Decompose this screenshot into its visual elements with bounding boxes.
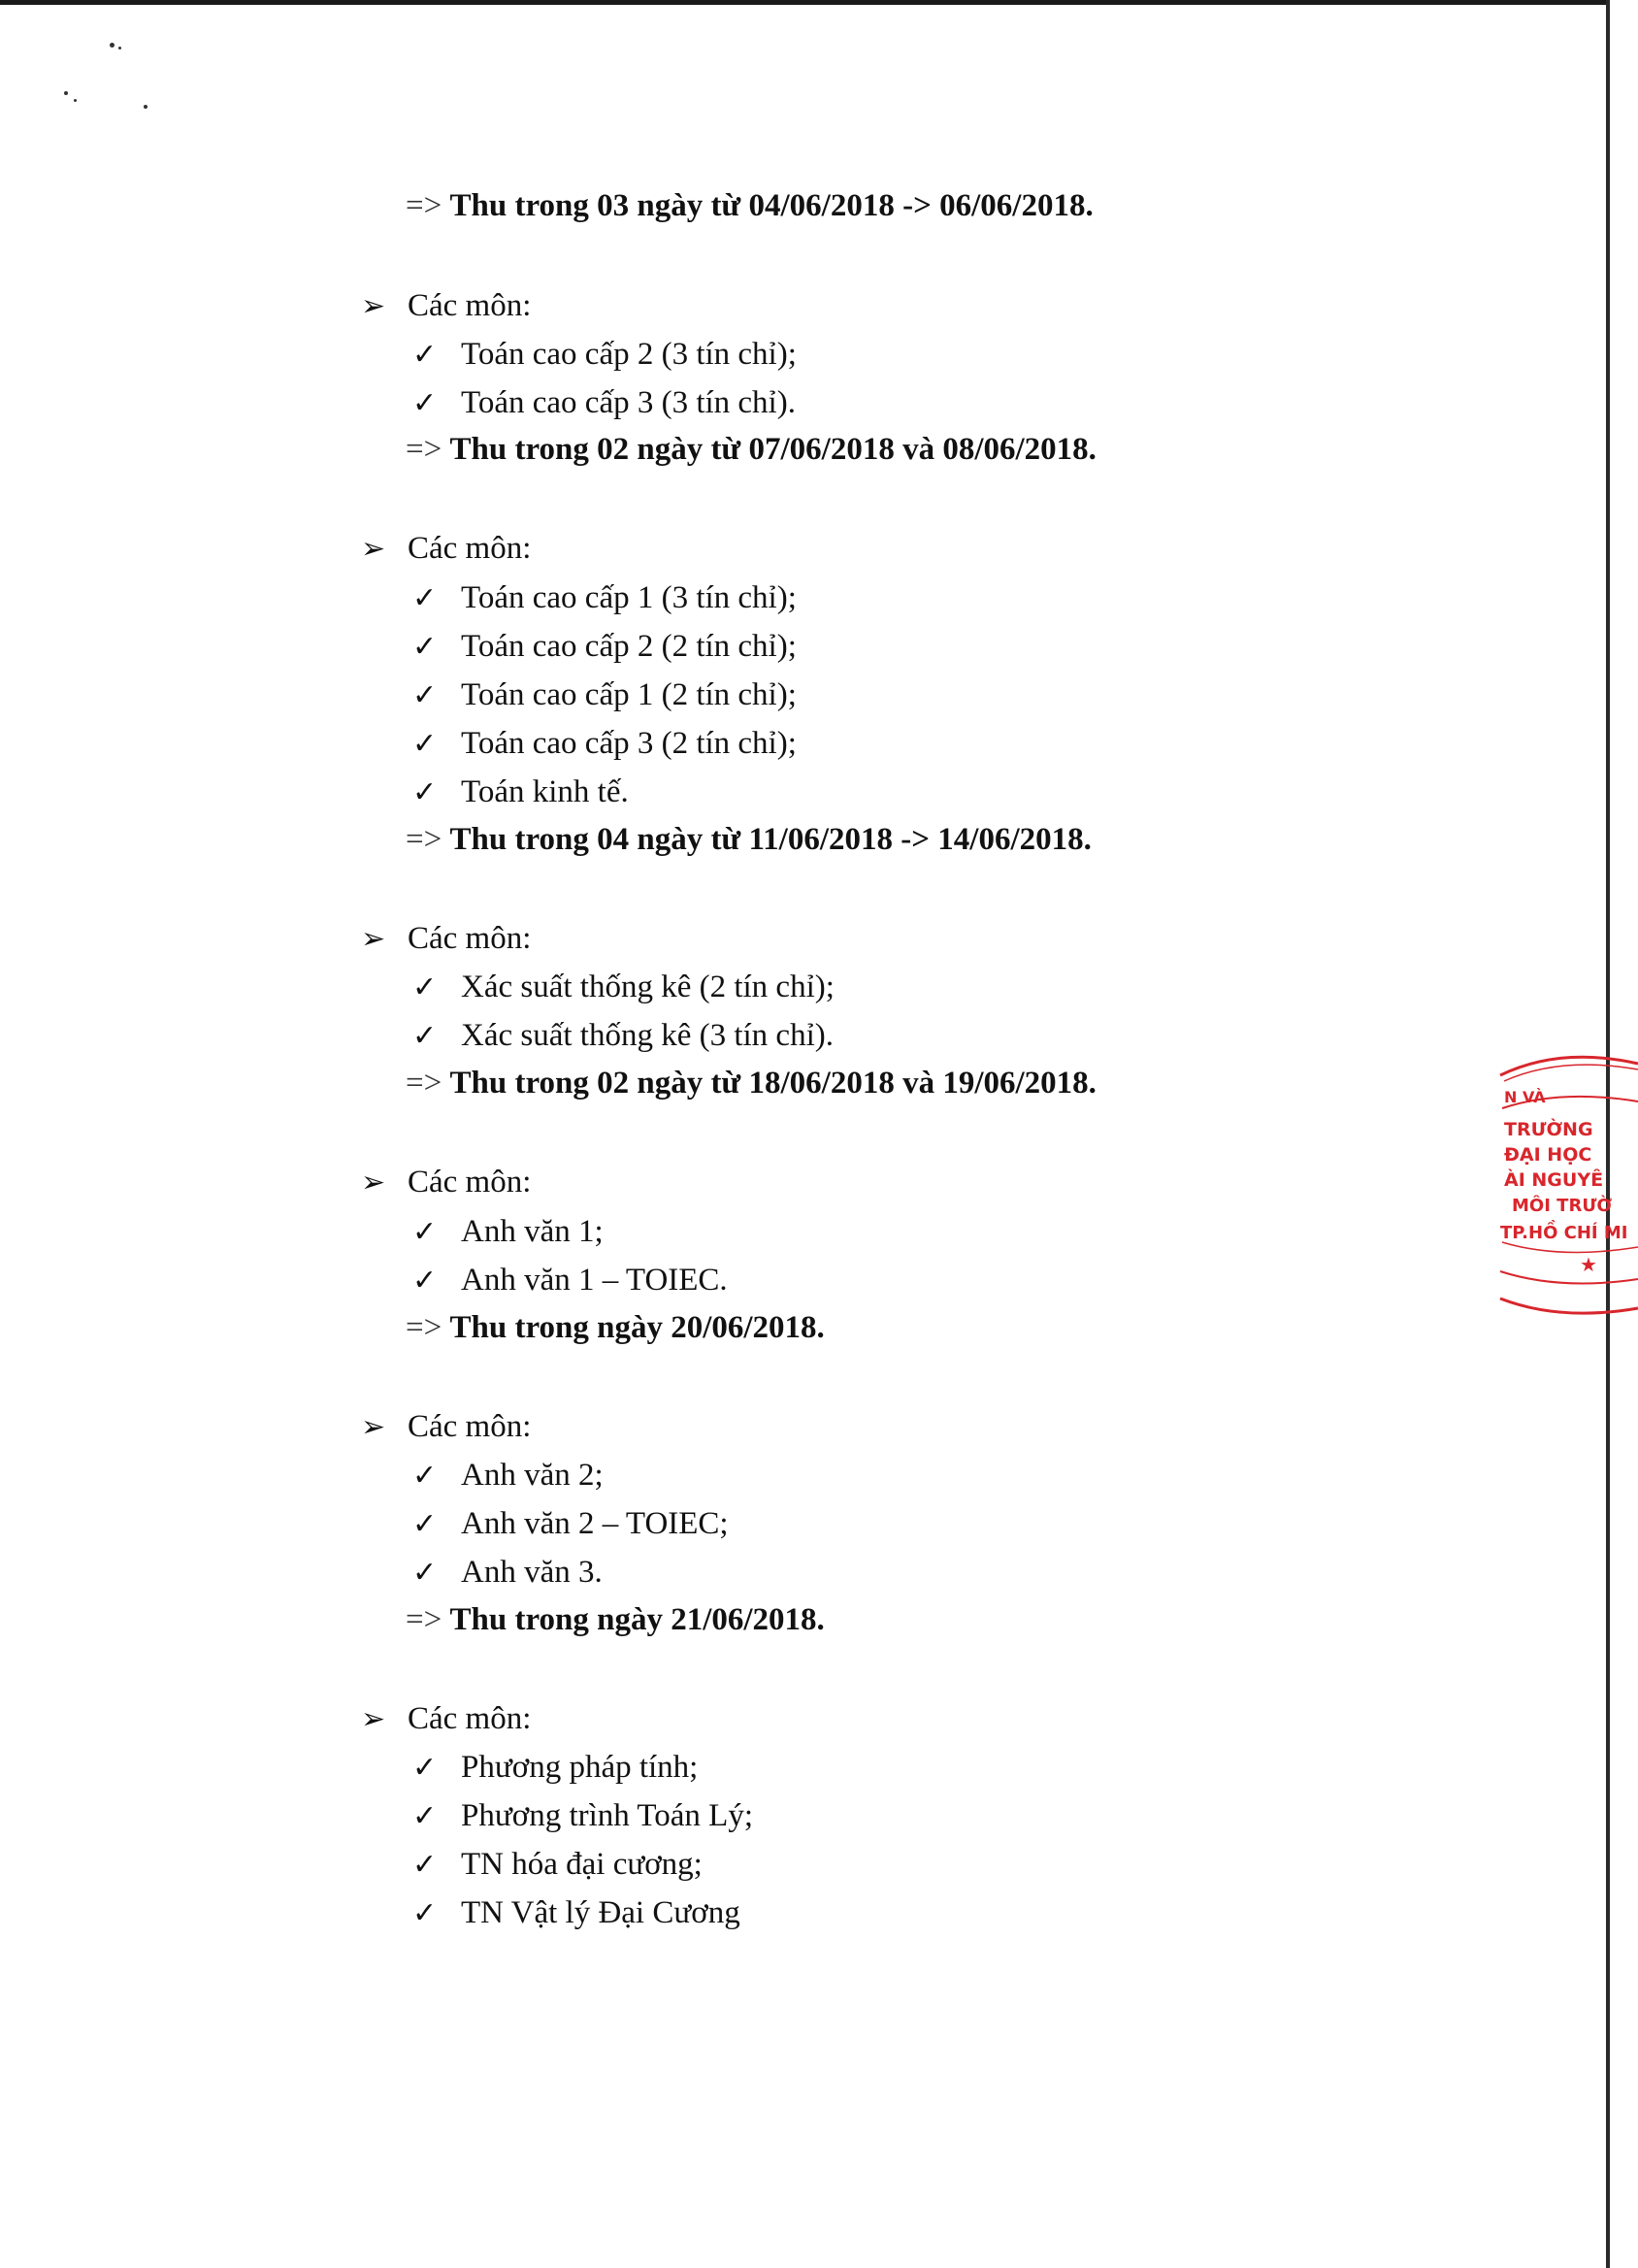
- subject-item-text: Anh văn 3.: [461, 1555, 603, 1590]
- heading-text: Các môn:: [408, 288, 532, 323]
- arrow-bullet-icon: ➢: [361, 1410, 386, 1444]
- checkmark-icon: ✓: [412, 630, 438, 664]
- subject-item: [412, 1456, 604, 1496]
- subject-item-text: Toán cao cấp 1 (2 tín chỉ);: [461, 677, 797, 712]
- scan-speck: [118, 47, 121, 49]
- subject-group-heading: [361, 1163, 531, 1202]
- seal-text-line: TRƯỜNG: [1504, 1119, 1593, 1140]
- subject-group-heading: [361, 286, 531, 326]
- checkmark-icon: ✓: [412, 1459, 438, 1493]
- checkmark-icon: ✓: [412, 1799, 438, 1833]
- subject-group-heading: [361, 919, 531, 959]
- checkmark-icon: ✓: [412, 581, 438, 615]
- heading-text: Các môn:: [408, 1409, 532, 1444]
- checkmark-icon: ✓: [412, 1896, 438, 1930]
- arrow-bullet-icon: ➢: [361, 532, 386, 566]
- collection-note: [406, 430, 1097, 469]
- heading-text: Các môn:: [408, 1701, 532, 1736]
- checkmark-icon: ✓: [412, 1264, 438, 1298]
- subject-item-text: Toán cao cấp 3 (2 tín chỉ);: [461, 726, 797, 761]
- subject-item-text: Xác suất thống kê (2 tín chỉ);: [461, 970, 835, 1004]
- subject-item-text: Phương pháp tính;: [461, 1750, 699, 1785]
- heading-text: Các môn:: [408, 531, 532, 566]
- subject-item: [412, 1893, 740, 1933]
- scan-border-top: [0, 0, 1610, 5]
- subject-item: [412, 1504, 729, 1544]
- seal-star-icon: ★: [1580, 1253, 1597, 1276]
- arrow-bullet-icon: ➢: [361, 289, 386, 323]
- subject-item: [412, 772, 629, 812]
- subject-item: [412, 335, 797, 375]
- checkmark-icon: ✓: [412, 338, 438, 372]
- checkmark-icon: ✓: [412, 1848, 438, 1882]
- subject-item: [412, 1016, 834, 1056]
- collection-note: [406, 1308, 825, 1347]
- subject-item-text: Anh văn 2;: [461, 1458, 604, 1493]
- arrow-bullet-icon: ➢: [361, 922, 386, 956]
- collection-note: [406, 1600, 825, 1639]
- collection-note-text: Thu trong ngày 20/06/2018.: [449, 1310, 825, 1345]
- subject-item: [412, 1553, 603, 1593]
- collection-note-text: Thu trong 03 ngày từ 04/06/2018 -> 06/06/2018.: [449, 188, 1094, 223]
- subject-item: [412, 724, 797, 764]
- subject-item-text: Anh văn 1;: [461, 1214, 604, 1249]
- seal-text-line: N VÀ: [1504, 1088, 1546, 1106]
- arrow-marker: =>: [406, 432, 442, 467]
- checkmark-icon: ✓: [412, 1751, 438, 1785]
- arrow-marker: =>: [406, 1066, 442, 1101]
- seal-text-line: TP.HỒ CHÍ MI: [1500, 1223, 1628, 1243]
- checkmark-icon: ✓: [412, 1019, 438, 1053]
- subject-item: [412, 968, 835, 1007]
- subject-item: [412, 675, 797, 715]
- arrow-bullet-icon: ➢: [361, 1702, 386, 1736]
- subject-item-text: Toán cao cấp 1 (3 tín chỉ);: [461, 580, 797, 615]
- subject-item: [412, 1796, 753, 1836]
- subject-item: [412, 1261, 728, 1300]
- subject-item-text: TN hóa đại cương;: [461, 1847, 703, 1882]
- heading-text: Các môn:: [408, 1165, 532, 1200]
- collection-note-text: Thu trong 02 ngày từ 18/06/2018 và 19/06/2018.: [449, 1066, 1097, 1101]
- scan-speck: [64, 91, 68, 95]
- collection-note: [406, 1064, 1097, 1102]
- subject-item: [412, 578, 797, 618]
- checkmark-icon: ✓: [412, 1507, 438, 1541]
- arrow-marker: =>: [406, 188, 442, 223]
- subject-group-heading: [361, 1407, 531, 1447]
- subject-item: [412, 383, 796, 423]
- arrow-marker: =>: [406, 1602, 442, 1637]
- subject-item: [412, 627, 797, 667]
- university-seal-stamp: [1492, 1048, 1638, 1320]
- checkmark-icon: ✓: [412, 1556, 438, 1590]
- subject-item-text: Toán cao cấp 2 (2 tín chỉ);: [461, 629, 797, 664]
- subject-group-heading: [361, 1699, 531, 1739]
- seal-text-line: MÔI TRƯỜ: [1512, 1196, 1613, 1216]
- arrow-bullet-icon: ➢: [361, 1166, 386, 1200]
- scan-speck: [74, 99, 77, 102]
- scan-speck: [110, 43, 115, 48]
- subject-item-text: Toán kinh tế.: [461, 774, 629, 809]
- subject-item: [412, 1845, 703, 1885]
- collection-note-text: Thu trong ngày 21/06/2018.: [449, 1602, 825, 1637]
- collection-note: [406, 820, 1092, 859]
- collection-note-text: Thu trong 02 ngày từ 07/06/2018 và 08/06/2018.: [449, 432, 1097, 467]
- subject-group-heading: [361, 529, 531, 569]
- subject-item-text: TN Vật lý Đại Cương: [461, 1895, 740, 1930]
- collection-note: [406, 186, 1094, 225]
- checkmark-icon: ✓: [412, 678, 438, 712]
- subject-item-text: Anh văn 1 – TOIEC.: [461, 1263, 728, 1298]
- checkmark-icon: ✓: [412, 1215, 438, 1249]
- checkmark-icon: ✓: [412, 727, 438, 761]
- checkmark-icon: ✓: [412, 775, 438, 809]
- seal-text-line: ÀI NGUYÊ: [1504, 1169, 1604, 1191]
- scan-speck: [144, 105, 147, 109]
- subject-item-text: Phương trình Toán Lý;: [461, 1798, 753, 1833]
- arrow-marker: =>: [406, 1310, 442, 1345]
- subject-item-text: Anh văn 2 – TOIEC;: [461, 1506, 729, 1541]
- checkmark-icon: ✓: [412, 970, 438, 1004]
- subject-item-text: Toán cao cấp 3 (3 tín chỉ).: [461, 385, 796, 420]
- collection-note-text: Thu trong 04 ngày từ 11/06/2018 -> 14/06/2018.: [449, 822, 1092, 857]
- checkmark-icon: ✓: [412, 386, 438, 420]
- subject-item: [412, 1748, 698, 1788]
- arrow-marker: =>: [406, 822, 442, 857]
- heading-text: Các môn:: [408, 921, 532, 956]
- subject-item-text: Xác suất thống kê (3 tín chỉ).: [461, 1018, 834, 1053]
- subject-item-text: Toán cao cấp 2 (3 tín chỉ);: [461, 337, 797, 372]
- seal-text-line: ĐẠI HỌC: [1504, 1144, 1592, 1166]
- subject-item: [412, 1212, 604, 1252]
